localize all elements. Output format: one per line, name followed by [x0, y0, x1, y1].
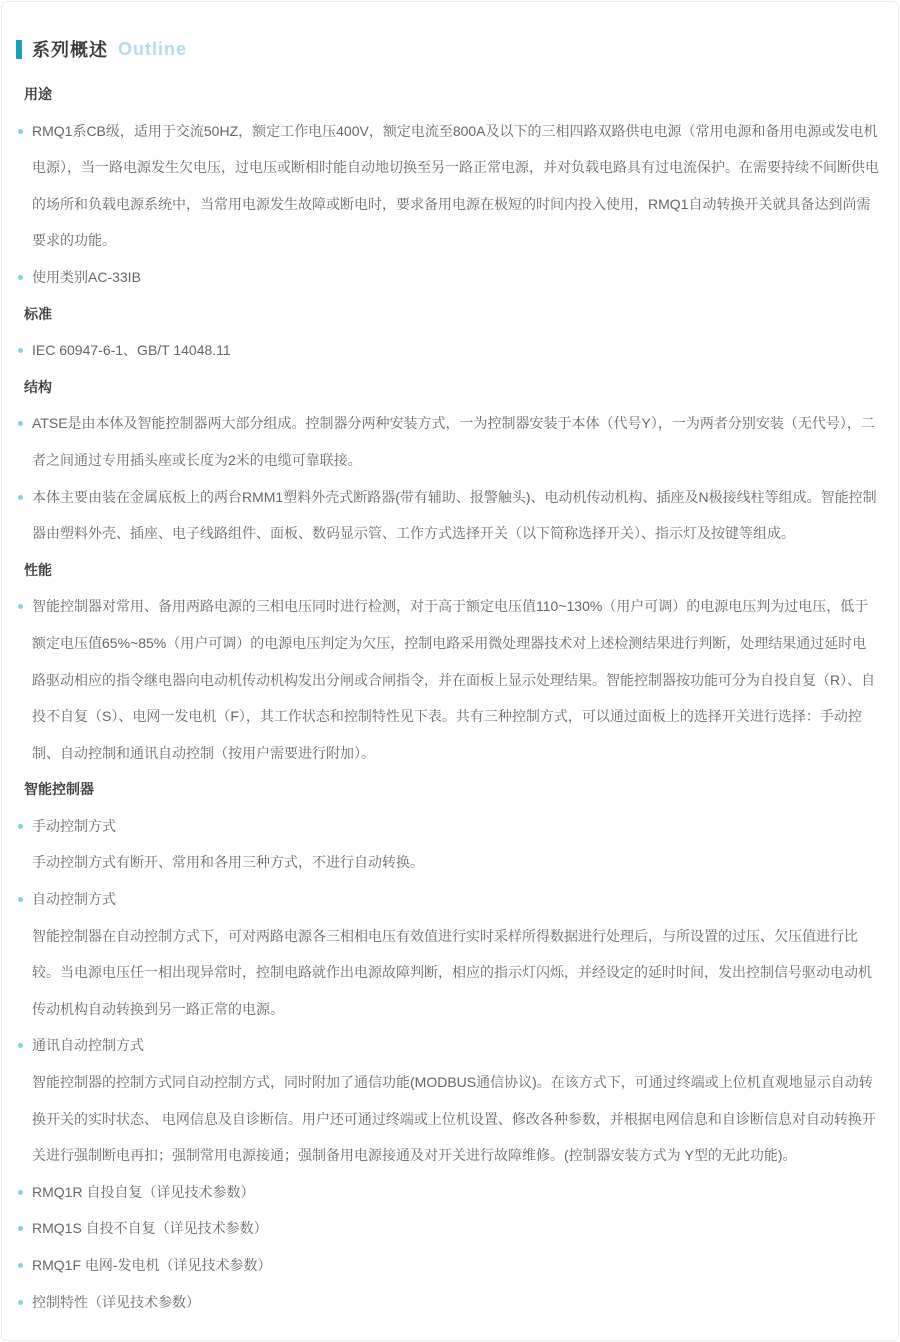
title-accent-bar-icon [16, 40, 22, 59]
bullet-dot-icon [18, 129, 23, 134]
section-heading: 用途 [24, 86, 52, 102]
bullet-dot-icon [18, 421, 23, 426]
section-heading: 性能 [24, 561, 52, 578]
section-standards [16, 296, 880, 369]
section-performance [16, 552, 880, 772]
bullet-dot-icon [18, 495, 23, 500]
page-title: 系列概述 [32, 40, 108, 60]
bullet-dot-icon [18, 897, 23, 902]
paragraph: 智能控制器的控制方式同自动控制方式，同时附加了通信功能(MODBUS通信协议)。在该方式下，可通过终端或上位机直观地显示自动转换开关的实时状态、 电网信息及自诊断信。用户还可通过终端或上位机设置、修改各种参数，并根据电网信息和自诊断信息对自动转换开关进行强制断电再扣；强制常用电源接通；强制备用电源接通及对开关进行故障维修。(控制器安装方式为 Y型的无此功能)。 [32, 1074, 876, 1164]
page-header [16, 36, 880, 62]
bullet-item [16, 1284, 880, 1321]
page-subtitle: Outline [118, 38, 187, 59]
bullet-item [16, 808, 880, 845]
bullet-dot-icon [18, 1263, 23, 1268]
section-intelligent-controller [16, 771, 880, 1320]
bullet-dot-icon [18, 824, 23, 829]
bullet-item [16, 113, 880, 259]
bullet-item [16, 1210, 880, 1247]
bullet-dot-icon [18, 348, 23, 353]
bullet-item [16, 332, 880, 369]
paragraph: 智能控制器在自动控制方式下，可对两路电源各三相相电压有效值进行实时采样所得数据进行处理后，与所设置的过压、欠压值进行比较。当电源电压任一相出现异常时，控制电路就作出电源故障判断，相应的指示灯闪烁，并经设定的延时时间，发出控制信号驱动电动机传动机构自动转换到另一路正常的电源。 [32, 927, 872, 1017]
bullet-text: 通讯自动控制方式 [32, 1037, 144, 1054]
bullet-item [16, 881, 880, 918]
bullet-text: 自动控制方式 [32, 891, 116, 908]
section-heading: 智能控制器 [24, 781, 94, 798]
bullet-text: 使用类别AC-33IB [32, 268, 141, 285]
bullet-text: RMQ1S 自投不自复（详见技术参数） [32, 1220, 268, 1237]
bullet-item [16, 588, 880, 771]
bullet-dot-icon [18, 275, 23, 280]
bullet-text: 智能控制器对常用、备用两路电源的三相电压同时进行检测，对于高于额定电压值110~130%（用户可调）的电源电压判为过电压，低于额定电压值65%~85%（用户可调）的电源电压判定为欠压，控制电路采用微处理器技术对上述检测结果进行判断，处理结果通过延时电路驱动相应的指令继电器向电动机传动机构发出分闸或合闸指令，并在面板上显示处理结果。智能控制器按功能可分为自投自复（R）、自投不自复（S）、电网一发电机（F），其工作状态和控制特性见下表。共有三种控制方式，可以通过面板上的选择开关进行选择：手动控制、自动控制和通讯自动控制（按用户需要进行附加）。 [32, 598, 876, 761]
bullet-text: IEC 60947-6-1、GB/T 14048.11 [32, 342, 231, 359]
section-heading: 结构 [24, 378, 52, 395]
paragraph: 手动控制方式有断开、常用和各用三种方式，不进行自动转换。 [32, 854, 424, 871]
bullet-text: RMQ1R 自投自复（详见技术参数） [32, 1183, 255, 1200]
bullet-text: 控制特性（详见技术参数） [32, 1293, 200, 1310]
bullet-text: RMQ1F 电网-发电机（详见技术参数） [32, 1257, 272, 1273]
bullet-item [16, 405, 880, 478]
bullet-dot-icon [18, 1300, 23, 1305]
bullet-text: ATSE是由本体及智能控制器两大部分组成。控制器分两种安装方式，一为控制器安装于本体（代号Y），一为两者分别安装（无代号），二者之间通过专用插头座或长度为2米的电缆可靠联接。 [32, 415, 875, 468]
bullet-item [16, 1174, 880, 1211]
bullet-item [16, 1247, 880, 1284]
bullet-item [16, 479, 880, 552]
bullet-text: 手动控制方式 [32, 817, 116, 834]
bullet-text: RMQ1系CB级，适用于交流50HZ，额定工作电压400V，额定电流至800A及以下的三相四路双路供电电源（常用电源和备用电源或发电机电源），当一路电源发生欠电压，过电压或断相时能自动地切换至另一路正常电源，并对负载电路具有过电流保护。在需要持续不间断供电的场所和负载电源系统中，当常用电源发生故障或断电时，要求备用电源在极短的时间内投入使用，RMQ1自动转换开关就具备达到尚需要求的功能。 [32, 122, 879, 249]
document-page [1, 1, 899, 1341]
section-structure [16, 369, 880, 552]
bullet-item [16, 259, 880, 296]
bullet-dot-icon [18, 1190, 23, 1195]
section-purpose [16, 76, 880, 296]
section-heading: 标准 [24, 305, 52, 322]
bullet-dot-icon [18, 1043, 23, 1048]
bullet-dot-icon [18, 1226, 23, 1231]
bullet-text: 本体主要由装在金属底板上的两台RMM1塑料外壳式断路器(带有辅助、报警触头)、电动机传动机构、插座及N极接线柱等组成。智能控制器由塑料外壳、插座、电子线路组件、面板、数码显示管、工作方式选择开关（以下简称选择开关）、指示灯及按键等组成。 [32, 488, 877, 542]
bullet-dot-icon [18, 604, 23, 609]
bullet-item [16, 1027, 880, 1064]
